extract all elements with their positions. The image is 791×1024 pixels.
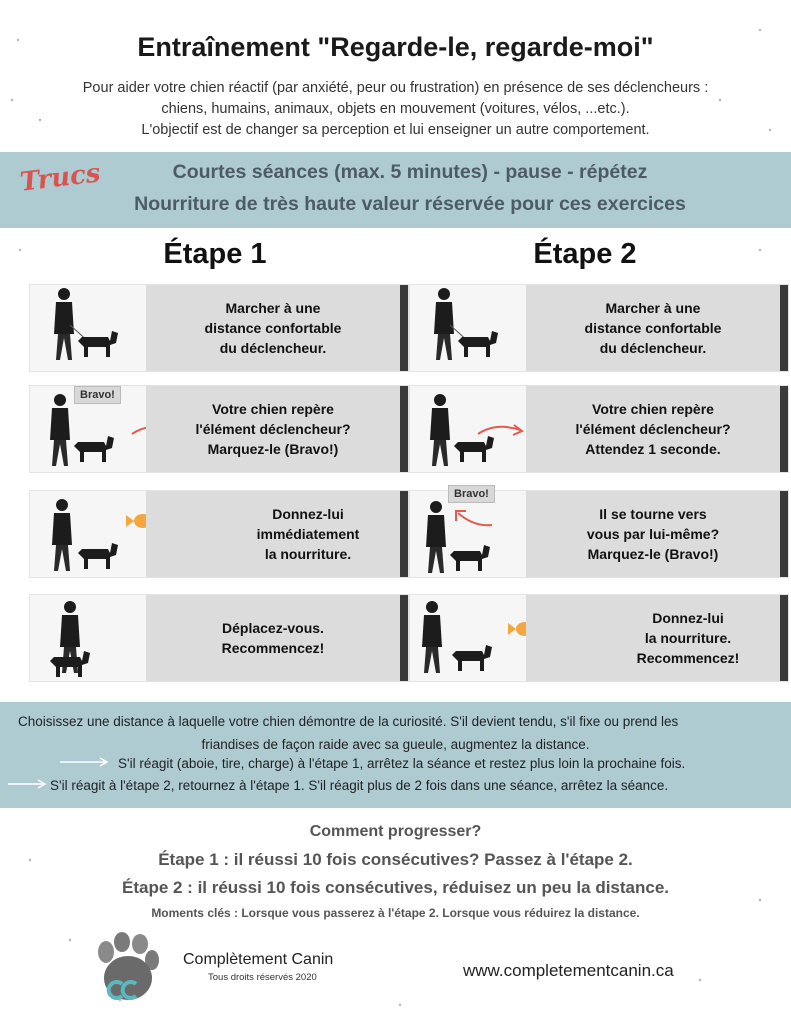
step-2-title: Étape 2	[533, 238, 637, 270]
walking-dog-photo	[30, 285, 146, 371]
arrow-icon	[450, 505, 496, 529]
page-title: Entraînement "Regarde-le, regarde-moi"	[137, 32, 654, 62]
progress-step-1: Étape 1 : il réussi 10 fois consécutives? Passez à l'étape 2.	[158, 850, 633, 869]
card-edge	[400, 285, 408, 371]
advice-line-2: friandises de façon raide avec sa gueule, augmentez la distance.	[201, 737, 590, 752]
step-1-card-1	[29, 284, 409, 372]
arrow-right-icon	[60, 756, 110, 768]
card-edge	[780, 595, 788, 681]
key-moments: Moments clés : Lorsque vous passerez à l'étape 2. Lorsque vous réduirez la distance.	[151, 906, 640, 920]
progress-title: Comment progresser?	[309, 823, 482, 840]
tip-line-2: Nourriture de très haute valeur réservée pour ces exercices	[134, 193, 686, 215]
step-1-card-2-text: Votre chien repère l'élément déclencheur? Marquez-le (Bravo!)	[146, 386, 400, 472]
intro-text	[20, 78, 771, 141]
step-2-card-2-text: Votre chien repère l'élément déclencheur? Attendez 1 seconde.	[526, 386, 780, 472]
progress-step-2: Étape 2 : il réussi 10 fois consécutives, réduisez un peu la distance.	[121, 878, 670, 897]
card-edge	[400, 491, 408, 577]
intro-line: chiens, humains, animaux, objets en mouvement (voitures, vélos, ...etc.).	[161, 101, 630, 117]
intro-line: L'objectif est de changer sa perception et lui enseigner un autre comportement.	[141, 122, 650, 138]
card-edge	[780, 285, 788, 371]
card-edge	[780, 386, 788, 472]
giving-food-photo	[410, 595, 526, 681]
dog-turns-photo	[410, 491, 526, 577]
step-2-card-2	[409, 385, 789, 473]
card-edge	[780, 491, 788, 577]
brand-name: Complètement Canin	[183, 951, 334, 968]
arrow-icon	[476, 420, 526, 440]
step-2-card-1-text: Marcher à une distance confortable du déclencheur.	[526, 285, 780, 371]
step-1-card-3-text: Donnez-lui immédiatement la nourriture.	[146, 491, 400, 577]
paw-logo-icon	[92, 932, 162, 1008]
intro-line: Pour aider votre chien réactif (par anxiété, peur ou frustration) en présence de ses déclencheurs :	[82, 80, 709, 96]
step-2-card-4-text: Donnez-lui la nourriture. Recommencez!	[526, 595, 780, 681]
step-1-card-4-text: Déplacez-vous. Recommencez!	[146, 595, 400, 681]
bravo-bubble: Bravo!	[448, 485, 495, 503]
walking-dog-photo	[410, 285, 526, 371]
advice-line-3: S'il réagit (aboie, tire, charge) à l'étape 1, arrêtez la séance et restez plus loin la prochaine fois.	[118, 756, 686, 771]
tip-line-1: Courtes séances (max. 5 minutes) - pause - répétez	[172, 161, 648, 183]
step-1-card-2	[29, 385, 409, 473]
brand-rights: Tous droits réservés 2020	[208, 972, 317, 983]
step-1-card-4	[29, 594, 409, 682]
step-2-card-1	[409, 284, 789, 372]
step-1-card-1-text: Marcher à une distance confortable du déclencheur.	[146, 285, 400, 371]
step-2-card-4	[409, 594, 789, 682]
advice-line-4: S'il réagit à l'étape 2, retournez à l'étape 1. S'il réagit plus de 2 fois dans une séance, arrêtez la séance.	[50, 778, 669, 793]
step-2-card-3-text: Il se tourne vers vous par lui-même? Marquez-le (Bravo!)	[526, 491, 780, 577]
giving-food-photo	[30, 491, 146, 577]
step-2-card-3	[409, 490, 789, 578]
bravo-bubble: Bravo!	[74, 386, 121, 404]
step-1-title: Étape 1	[163, 238, 267, 270]
moving-away-photo	[30, 595, 146, 681]
brand-url[interactable]: www.completementcanin.ca	[463, 961, 674, 980]
tips-tag: Trucs	[18, 158, 103, 198]
step-1-card-3	[29, 490, 409, 578]
advice-line-1: Choisissez une distance à laquelle votre chien démontre de la curiosité. S'il devient tendu, s'il fixe ou prend les	[18, 714, 679, 729]
card-edge	[400, 386, 408, 472]
arrow-right-icon	[8, 778, 48, 790]
card-edge	[400, 595, 408, 681]
